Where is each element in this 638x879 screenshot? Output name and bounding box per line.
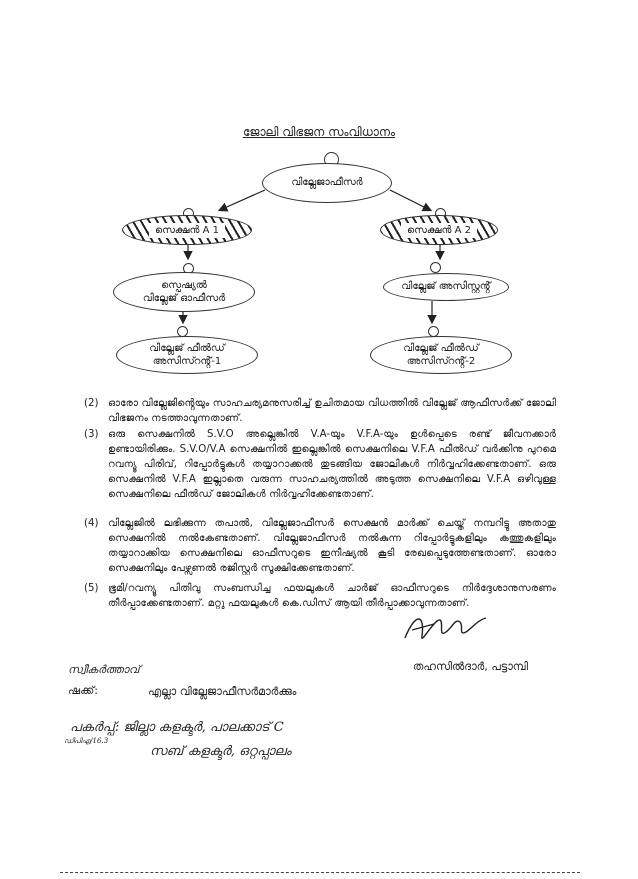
node-village-assistant [383, 273, 509, 301]
node-special-village-officer [113, 272, 255, 312]
node-label: സെക്ഷൻ A 2 [401, 223, 477, 238]
paragraph-3 [84, 427, 556, 502]
node-label-line2: അസിസ്റൻ്റ്-2 [406, 356, 476, 367]
handwritten-copy-line: സബ് കളക്ടർ, ഒറ്റപ്പാലം [150, 744, 292, 759]
paragraph-5 [84, 581, 556, 611]
node-label: വില്ലേജാഫീസർ [291, 177, 363, 189]
paragraph-number: (3) [84, 429, 99, 440]
paragraph-text: ഭൂമി/റവന്യൂ പിതിവു സംബന്ധിച്ച ഫയലുകൾ ചാർജ് ഓഫീസറുടെ നിർദ്ദേശാനുസരണം തീർപ്പാക്കേണ്ടതാണ്. മറ്റു ഫയലുകൾ കെ.ഡിസ് ആയി തീർപ്പാക്കാവുന്നതാണ്. [108, 583, 556, 609]
node-vfa-1 [116, 336, 258, 374]
paragraph-text: ഒരു സെക്ഷനിൽ S.V.O അല്ലെങ്കിൽ V.A-യും V.F.A-യും ഉൾപ്പെടെ രണ്ട് ജീവനക്കാർ ഉണ്ടായിരിക്കും. S.V.O/V.A സെക്ഷനിൽ ഇല്ലെങ്കിൽ സെക്ഷനിലെ V.F.A ഫീൽഡ് വർക്കിനു പുറമെ റവന്യൂ പിരിവ്, റിപ്പോർട്ടുകൾ തയ്യാറാക്കൽ തുടങ്ങിയ ജോലികൾ നിർവ്വഹിക്കേണ്ടതാണ്. ഒരു സെക്ഷനിൽ V.F.A ഇല്ലാതെ വരുന്ന സാഹചര്യത്തിൽ അടുത്ത സെക്ഷനിലെ V.F.A ഒഴിവുള്ള സെക്ഷനിലെ ഫീൽഡ് ജോലികൾ നിർവ്വഹിക്കേണ്ടതാണ്. [108, 429, 556, 500]
signature-title: തഹസിൽദാർ, പട്ടാമ്പി [412, 660, 528, 673]
arrow-top-to-a2 [390, 190, 430, 210]
node-label: സെക്ഷൻ A 1 [149, 223, 225, 238]
node-village-officer [262, 163, 392, 203]
node-label-line1: വില്ലേജ് ഫീൽഡ് [149, 342, 225, 354]
node-vfa-2 [370, 336, 512, 374]
reference-number: ഡിപിഎ/16.3 [64, 737, 109, 745]
node-label-line1: വില്ലേജ് ഫീൽഡ് [403, 342, 479, 354]
paragraph-4 [84, 516, 556, 576]
paragraph-number: (2) [84, 398, 99, 409]
node-section-a1 [122, 215, 252, 245]
signature-icon [400, 608, 490, 648]
paragraph-number: (4) [84, 518, 99, 529]
paragraph-text: വില്ലേജിൽ ലഭിക്കുന്ന തപാൽ, വില്ലേജാഫീസർ സെക്ഷൻ മാർക്ക് ചെയ്ത് നമ്പറിട്ടു അതാതു സെക്ഷനിൽ നൽകേണ്ടതാണ്. വില്ലേജാഫീസർ നൽകുന്ന റിപ്പോർട്ടുകളിലും കത്തുകളിലും തയ്യാറാക്കിയ സെക്ഷനിലെ ഓഫീസറുടെ ഇനീഷ്യൽ കൂടി രേഖപ്പെടുത്തേണ്ടതാണ്. ഓരോ സെക്ഷനിലും പേഴ്സണൽ രജിസ്റ്റർ സൂക്ഷിക്കേണ്ടതാണ്. [108, 518, 556, 574]
node-label-line2: അസിസ്റൻ്റ്-1 [152, 356, 222, 367]
to-label: ഷക്ക്: [68, 684, 98, 697]
document-title: ജോലി വിഭജന സംവിധാനം [242, 125, 396, 139]
handwritten-note: സ്വീകർത്താവ് [68, 663, 140, 676]
smiley-icon [430, 262, 441, 273]
paragraph-text: ഓരോ വില്ലേജിൻ്റെയും സാഹചര്യമനുസരിച്ച് ഉചിതമായ വിധത്തിൽ വില്ലേജ് ആഫീസർക്ക് ജോലി വിഭജനം നടത്താവുന്നതാണ്. [108, 398, 556, 424]
paragraph-number: (5) [84, 583, 99, 594]
handwritten-copy-line: പകർപ്പ്: ജില്ലാ കളക്ടർ, പാലക്കാട് C [70, 720, 284, 735]
node-label: വില്ലേജ് അസിസ്റ്റൻ്റ് [401, 281, 491, 293]
node-label-line2: വില്ലേജ് ഓഫീസർ [142, 293, 226, 304]
node-label-line1: സ്പെഷ്യൽ [161, 279, 207, 291]
to-text: എല്ലാ വില്ലേജാഫീസർമാർക്കും [148, 685, 297, 698]
arrow-top-to-a1 [220, 190, 265, 210]
bottom-divider [60, 872, 580, 873]
paragraph-2 [84, 396, 556, 426]
node-section-a2 [380, 215, 498, 245]
